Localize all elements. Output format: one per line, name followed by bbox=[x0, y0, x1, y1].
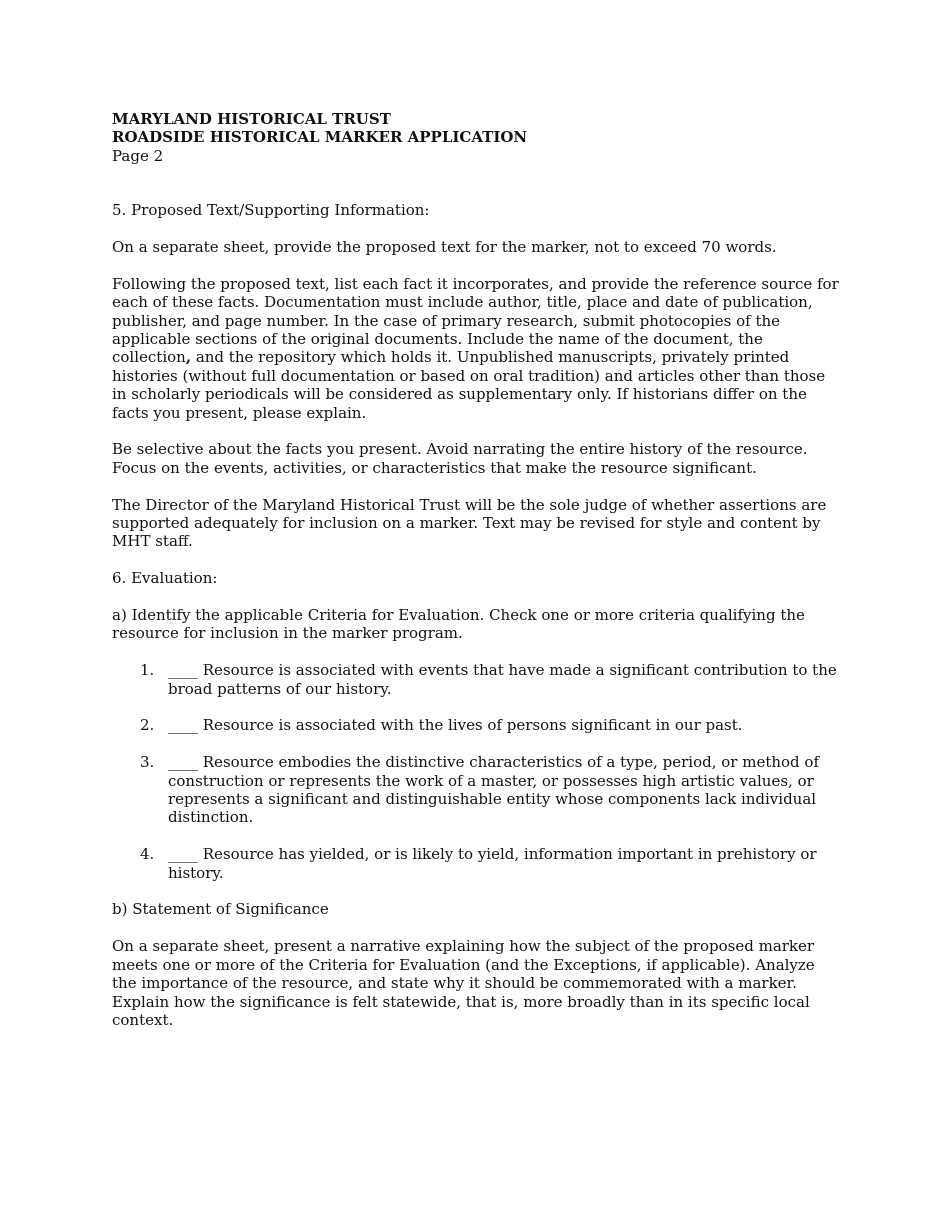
section5-paragraph-3: Be selective about the facts you present. Avoid narrating the entire history of the resource. Focus on the events, activities, or characteristics that make the resource significant. bbox=[112, 440, 808, 477]
criterion-number: 2. bbox=[140, 716, 155, 735]
section5-paragraph-2 bbox=[112, 275, 840, 422]
criterion-check-blank[interactable]: ____ bbox=[168, 753, 198, 772]
criterion-number: 1. bbox=[140, 661, 155, 680]
page-number: Page 2 bbox=[112, 146, 164, 165]
criterion-number: 3. bbox=[140, 753, 155, 772]
criterion-item bbox=[112, 661, 840, 698]
section5-paragraph-1: On a separate sheet, provide the proposed text for the marker, not to exceed 70 words. bbox=[112, 238, 777, 257]
criterion-text: Resource embodies the distinctive characteristics of a type, period, or method of construction or represents the work of a master, or possesses high artistic values, or represents a significant and distinguishable entity whose components lack individual distinction. bbox=[168, 753, 819, 827]
document-page bbox=[112, 110, 840, 1048]
criterion-item bbox=[112, 716, 840, 734]
criterion-text: Resource is associated with events that have made a significant contribution to the broad patterns of our history. bbox=[168, 661, 837, 698]
section5-heading: 5. Proposed Text/Supporting Information: bbox=[112, 201, 430, 220]
statement-heading: b) Statement of Significance bbox=[112, 900, 329, 919]
p2-part-2: and the repository which holds it. Unpublished manuscripts, privately printed histories (without full documentation or based on oral tradition) and articles other than those in scholarly periodicals will be considered as supplementary only. If historians differ on the facts you present, please explain. bbox=[112, 348, 826, 422]
criterion-item bbox=[112, 753, 840, 827]
section6-heading: 6. Evaluation: bbox=[112, 569, 218, 588]
section5-paragraph-4: The Director of the Maryland Historical Trust will be the sole judge of whether assertions are supported adequately for inclusion on a marker. Text may be revised for style and content by MHT staff. bbox=[112, 495, 827, 551]
criteria-list bbox=[112, 661, 840, 882]
criteria-intro: a) Identify the applicable Criteria for Evaluation. Check one or more criteria qualifying the resource for inclusion in the marker program. bbox=[112, 606, 805, 643]
criterion-check-blank[interactable]: ____ bbox=[168, 845, 198, 864]
form-title: ROADSIDE HISTORICAL MARKER APPLICATION bbox=[112, 128, 528, 147]
org-title: MARYLAND HISTORICAL TRUST bbox=[112, 110, 391, 128]
statement-text: On a separate sheet, present a narrative explaining how the subject of the proposed marker meets one or more of the Criteria for Evaluation (and the Exceptions, if applicable). Analyze the importance of the resource, and state why it should be commemorated with a marker. Explain how the significance is felt statewide, that is, more broadly than in its specific local context. bbox=[112, 937, 815, 1029]
criterion-item bbox=[112, 845, 840, 882]
criterion-check-blank[interactable]: ____ bbox=[168, 661, 198, 680]
p2-part-1: Following the proposed text, list each fact it incorporates, and provide the reference source for each of these facts. Documentation must include author, title, place and date of publication, publisher, and page number. In the case of primary research, submit photocopies of the applicable sections of the original documents. Include the name of the document, the collection bbox=[112, 274, 839, 367]
criterion-check-blank[interactable]: ____ bbox=[168, 716, 198, 735]
p2-bold-comma: , bbox=[185, 348, 192, 367]
criterion-number: 4. bbox=[140, 845, 155, 864]
criterion-text: Resource has yielded, or is likely to yield, information important in prehistory or history. bbox=[168, 845, 817, 882]
criterion-text: Resource is associated with the lives of persons significant in our past. bbox=[198, 716, 743, 735]
